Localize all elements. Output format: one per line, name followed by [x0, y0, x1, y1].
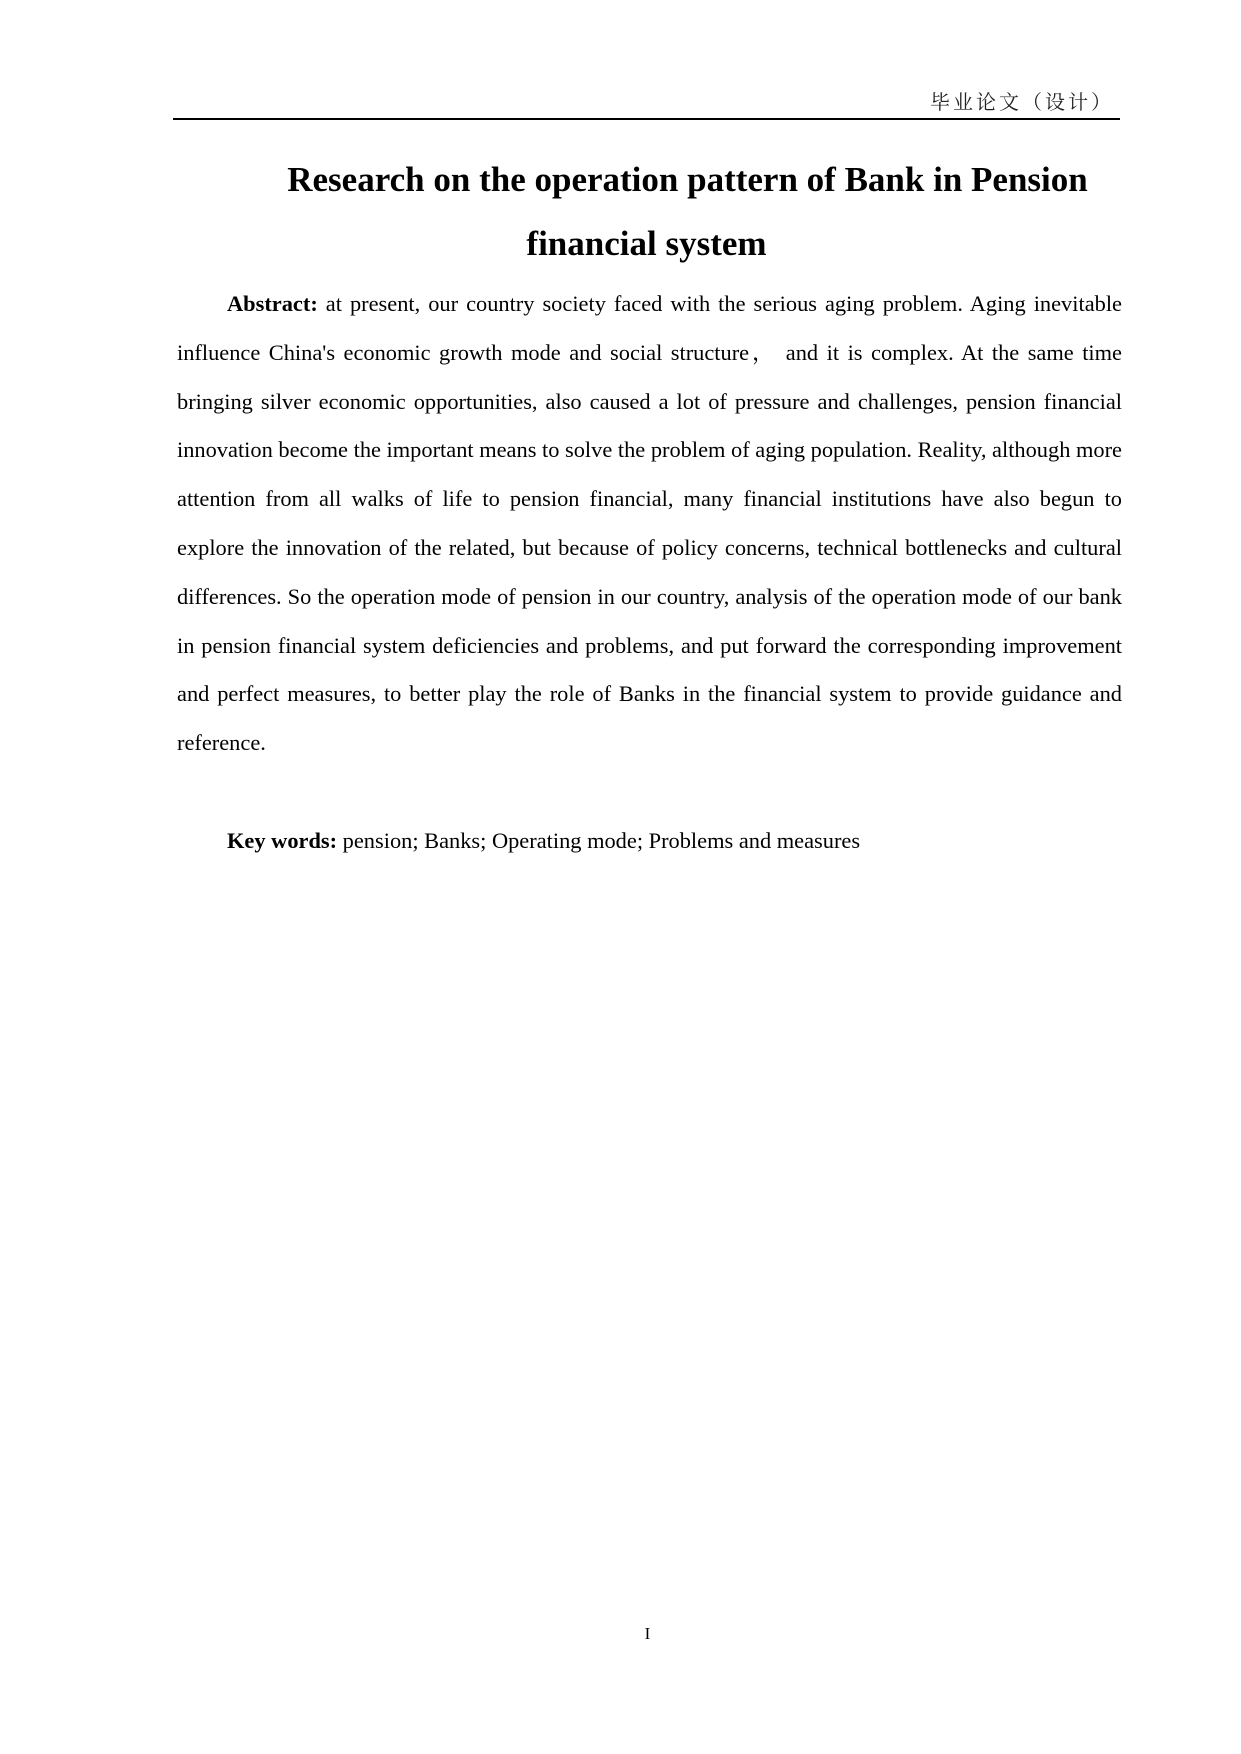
page-number: I — [644, 1624, 651, 1643]
title-line-1: Research on the operation pattern of Bank in Pension — [287, 160, 1088, 199]
document-title — [173, 148, 1120, 276]
header-text: 毕业论文（设计） — [930, 90, 1114, 114]
abstract-label: Abstract: — [227, 291, 318, 316]
running-header — [173, 88, 1120, 120]
abstract-text: at present, our country society faced with the serious aging problem. Aging inevitable influence China's economic growth mode and social structure， and it is complex. At the same time bringing silver economic opportunities, also caused a lot of pressure and challenges, pension financial innovation become the important means to solve the problem of aging population. Reality, although more attention from all walks of life to pension financial, many financial institutions have also begun to explore the innovation of the related, but because of policy concerns, technical bottlenecks and cultural differences. So the operation mode of pension in our country, analysis of the operation mode of our bank in pension financial system deficiencies and problems, and put forward the corresponding improvement and perfect measures, to better play the role of Banks in the financial system to provide guidance and reference. — [177, 291, 1122, 756]
title-line-2: financial system — [526, 224, 767, 263]
keywords-label: Key words: — [227, 828, 338, 853]
abstract-paragraph — [177, 280, 1122, 768]
keywords-paragraph — [177, 817, 1122, 866]
keywords-text: pension; Banks; Operating mode; Problems and measures — [337, 828, 861, 853]
